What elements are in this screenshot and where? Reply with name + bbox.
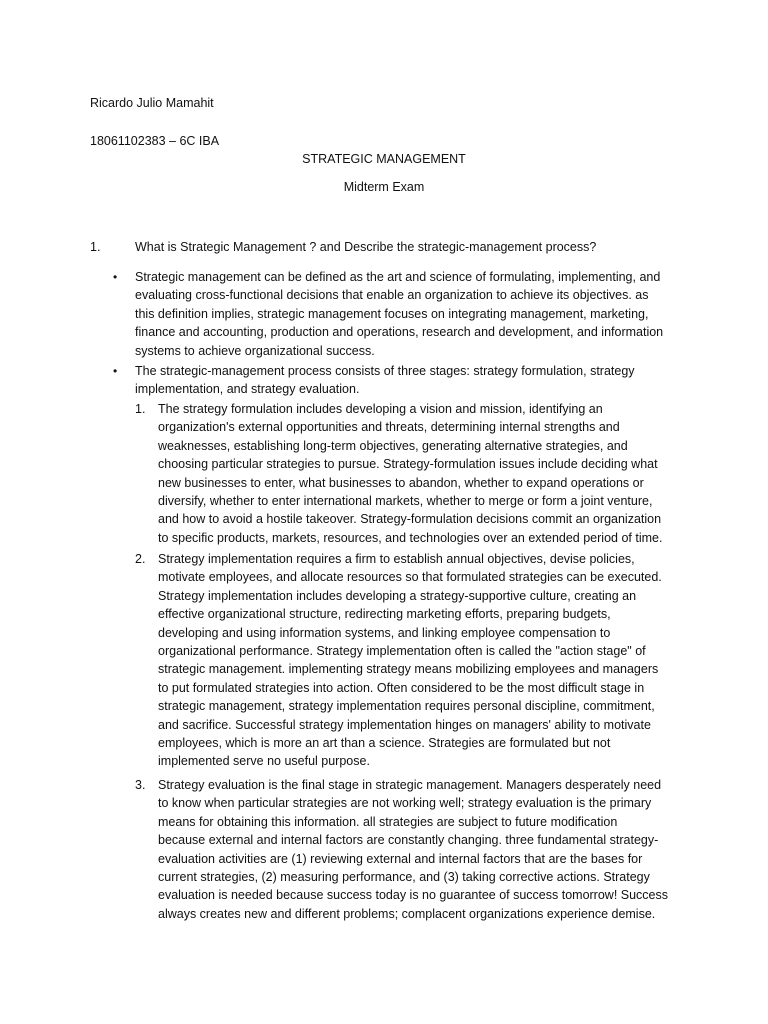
paragraph-line: to specific products, markets, resources, and technologies over an extended period of time.	[158, 530, 663, 545]
paragraph-line: because external and internal factors are constantly changing. three fundamental strategy-	[158, 833, 659, 848]
author-name: Ricardo Julio Mamahit	[90, 96, 214, 110]
paragraph-line: and sacrifice. Successful strategy implementation hinges on managers' ability to motivate	[158, 717, 651, 732]
paragraph-line: evaluating cross-functional decisions that enable an organization to achieve its objectives. as	[135, 288, 649, 303]
paragraph-line: systems to achieve organizational success.	[135, 343, 375, 358]
stage-paragraph-formulation	[158, 400, 698, 547]
paragraph-line: Strategy implementation requires a firm to establish annual objectives, devise policies,	[158, 552, 635, 566]
document-title: STRATEGIC MANAGEMENT	[302, 152, 466, 166]
paragraph-line: weaknesses, establishing long-term objectives, generating alternative strategies, and	[158, 438, 628, 453]
paragraph-line: motivate employees, and allocate resources so that formulated strategies can be executed.	[158, 570, 662, 585]
paragraph-line: evaluation is needed because success today is no guarantee of success tomorrow! Success	[158, 888, 669, 903]
paragraph-line: to know when particular strategies are not working well; strategy evaluation is the primary	[158, 796, 652, 811]
paragraph-line: new businesses to enter, what businesses to abandon, whether to expand operations or	[158, 475, 644, 490]
paragraph-line: always creates new and different problems; complacent organizations experience demise.	[158, 906, 656, 921]
paragraph-line: Strategy implementation includes developing a strategy-supportive culture, creating an	[158, 588, 637, 603]
paragraph-line: finance and accounting, production and operations, research and development, and information	[135, 325, 664, 340]
stage-paragraph-implementation	[158, 550, 698, 771]
paragraph-line: strategic management, strategy implementation requires personal discipline, commitment,	[158, 699, 655, 714]
paragraph-line: effective organizational structure, redirecting marketing efforts, preparing budgets,	[158, 607, 611, 622]
paragraph-line: implementation, and strategy evaluation.	[135, 382, 360, 397]
stage-paragraph-evaluation	[158, 776, 698, 923]
paragraph-line: Strategic management can be defined as the art and science of formulating, implementing, and	[135, 270, 661, 284]
list-number: 1.	[135, 402, 146, 416]
paragraph-line: choosing particular strategies to pursue. Strategy-formulation issues include deciding what	[158, 457, 658, 472]
paragraph-line: and how to avoid a hostile takeover. Strategy-formulation decisions commit an organization	[158, 512, 662, 527]
paragraph-line: implemented serve no useful purpose.	[158, 754, 370, 769]
list-number: 2.	[135, 552, 146, 566]
bullet-marker: •	[113, 270, 118, 284]
paragraph-line: evaluation activities are (1) reviewing external and internal factors that are the bases for	[158, 851, 643, 866]
paragraph-line: employees, which is more an art than a science. Strategies are formulated but not	[158, 736, 611, 751]
paragraph-line: organization's external opportunities and threats, determining internal strengths and	[158, 420, 620, 435]
bullet-marker: •	[113, 364, 118, 378]
question-number: 1.	[90, 240, 101, 254]
paragraph-line: means for obtaining this information. all strategies are subject to future modification	[158, 814, 618, 829]
bullet-paragraph-definition	[135, 268, 695, 360]
paragraph-line: this definition implies, strategic management focuses on integrating management, marketing,	[135, 306, 649, 321]
question-text: What is Strategic Management ? and Describe the strategic-management process?	[135, 240, 597, 254]
bullet-paragraph-process	[135, 362, 695, 399]
paragraph-line: to put formulated strategies into action. Often considered to be the most difficult stage in	[158, 680, 645, 695]
list-number: 3.	[135, 778, 146, 792]
paragraph-line: diversify, whether to enter international markets, whether to merge or form a joint venture,	[158, 494, 653, 509]
paragraph-line: Strategy evaluation is the final stage in strategic management. Managers desperately need	[158, 778, 662, 792]
student-id: 18061102383 – 6C IBA	[90, 134, 220, 148]
paragraph-line: current strategies, (2) measuring performance, and (3) taking corrective actions. Strategy	[158, 870, 650, 885]
paragraph-line: organizational performance. Strategy implementation often is called the "action stage" of	[158, 644, 646, 659]
paragraph-line: developing and using information systems, and linking employee compensation to	[158, 625, 611, 640]
document-subtitle: Midterm Exam	[343, 180, 425, 194]
paragraph-line: The strategic-management process consists of three stages: strategy formulation, strategy	[135, 364, 635, 378]
paragraph-line: The strategy formulation includes developing a vision and mission, identifying an	[158, 402, 603, 416]
paragraph-line: strategic management. implementing strategy means mobilizing employees and managers	[158, 662, 659, 677]
